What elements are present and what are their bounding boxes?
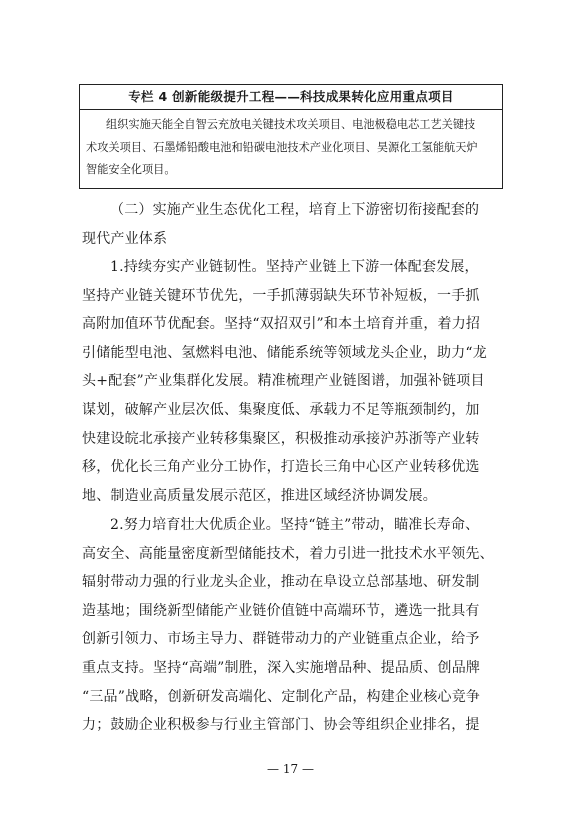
text-line: 创新引领力、市场主导力、群链带动力的产业链重点企业，给予	[82, 631, 480, 648]
text-line: “三品”战略，创新研发高端化、定制化产品，构建企业核心竞争	[82, 688, 481, 705]
text-line: 高安全、高能量密度新型储能技术，着力引进一批技术水平领先、	[82, 545, 494, 562]
page-number: — 17 —	[267, 762, 314, 776]
text-line: 辐射带动力强的行业龙头企业，推动在阜设立总部基地、研发制	[82, 574, 480, 591]
project-box-line: 术攻关项目、石墨烯铅酸电池和铅碳电池技术产业化项目、昊源化工氢能航天炉	[86, 140, 478, 154]
text-line: 头+配套”产业集群化发展。精准梳理产业链图谱，加强补链项目	[82, 373, 485, 390]
text-line: 造基地；围绕新型储能产业链价值链中高端环节，遴选一批具有	[82, 602, 480, 619]
project-box-title: 专栏 4 创新能级提升工程——科技成果转化应用重点项目	[80, 85, 502, 110]
text-line: 高附加值环节优配套。坚持“双招双引”和本土培育并重，着力招	[82, 316, 481, 333]
paragraph-quality-enterprises	[82, 511, 502, 740]
heading-line: （二）实施产业生态优化工程，培育上下游密切衔接配套的	[110, 202, 480, 218]
text-line: 力；鼓励企业积极参与行业主管部门、协会等组织企业排名，提	[82, 717, 480, 734]
text-line: 坚持产业链关键环节优先，一手抓薄弱缺失环节补短板，一手抓	[82, 287, 480, 304]
text-line: 地、制造业高质量发展示范区，推进区域经济协调发展。	[82, 487, 437, 504]
paragraph-industry-chain	[82, 253, 502, 510]
section-heading	[82, 196, 502, 253]
text-line: 引储能型电池、氢燃料电池、储能系统等领域龙头企业，助力“龙	[82, 344, 487, 361]
project-box-line: 组织实施天能全自智云充放电关键技术攻关项目、电池极稳电芯工艺关键技	[106, 118, 476, 131]
text-line: 1.持续夯实产业链韧性。坚持产业链上下游一体配套发展，	[110, 259, 479, 275]
text-line: 2.努力培育壮大优质企业。坚持“链主”带动，瞄准长寿命、	[110, 517, 480, 533]
project-box-body	[80, 110, 502, 182]
heading-line: 现代产业体系	[82, 230, 168, 247]
text-line: 重点支持。坚持“高端”制胜，深入实施增品种、提品质、创品牌	[82, 659, 481, 676]
project-box-line: 智能安全化项目。	[86, 163, 176, 176]
text-line: 快建设皖北承接产业转移集聚区，积极推动承接沪苏浙等产业转	[82, 430, 480, 447]
project-box	[79, 84, 503, 189]
text-line: 移，优化长三角产业分工协作，打造长三角中心区产业转移优选	[82, 459, 480, 476]
text-line: 谋划，破解产业层次低、集聚度低、承载力不足等瓶颈制约，加	[82, 401, 480, 418]
